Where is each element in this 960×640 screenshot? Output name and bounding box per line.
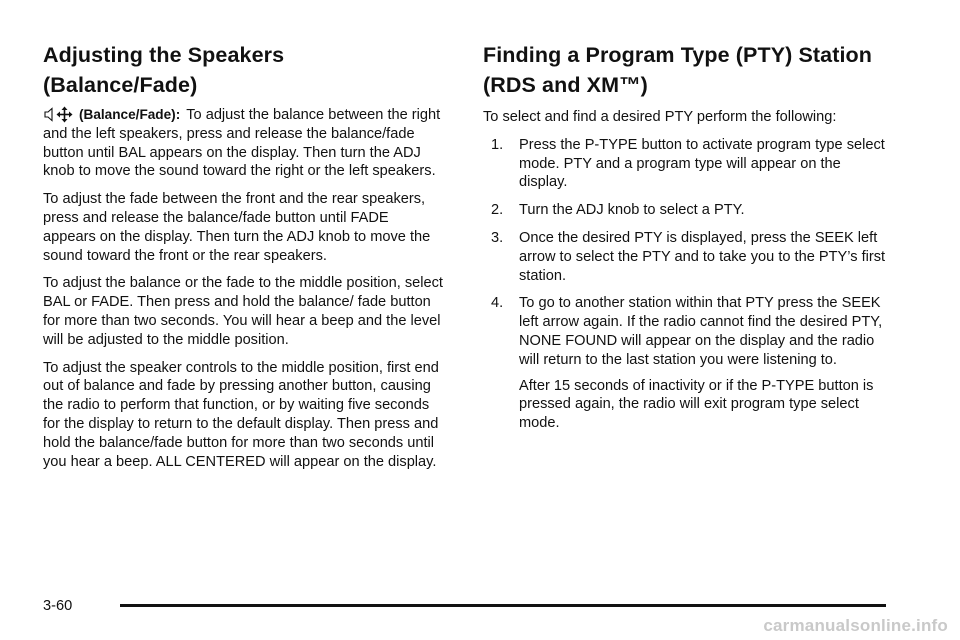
pty-steps-list xyxy=(483,136,888,370)
pty-intro: To select and find a desired PTY perform the following: xyxy=(483,109,837,125)
step-number: 3. xyxy=(491,229,504,246)
pty-step xyxy=(491,136,888,192)
speaker-controls-center-paragraph: To adjust the speaker controls to the middle position, first end out of balance and fade by pressing another button, causing the radio to perform that function, or by waiting five seconds for the display to return to the default display. Then press and hold the balance/fade button for more than two seconds until you hear a beep. ALL CENTERED will appear on the display. xyxy=(43,359,439,470)
step-text: To go to another station within that PTY press the SEEK left arrow again. If the radio cannot find the desired PTY, NONE FOUND will appear on the display and the radio will return to the last station you were listening to. xyxy=(519,295,883,368)
step-text: Once the desired PTY is displayed, press the SEEK left arrow to select the PTY and to take you to the PTY’s first station. xyxy=(519,229,886,284)
balance-fade-lead-text: To adjust the balance between the right and the left speakers, press and release the balance/fade button until BAL appears on the display. Then turn the ADJ knob to move the sound toward the right or the left speakers. xyxy=(43,107,441,180)
page-number: 3-60 xyxy=(43,598,73,614)
fade-paragraph: To adjust the fade between the front and the rear speakers, press and release the balance/fade button until FADE appears on the display. Then turn the ADJ knob to move the sound toward the front or the rear speakers. xyxy=(43,191,431,264)
pty-timeout-note: After 15 seconds of inactivity or if the P-TYPE button is pressed again, the radio will exit program type select mode. xyxy=(519,377,874,432)
balance-fade-term: (Balance/Fade): xyxy=(79,107,181,122)
pty-step xyxy=(491,229,888,285)
middle-position-paragraph: To adjust the balance or the fade to the middle position, select BAL or FADE. Then press and hold the balance/ fade button for more than two seconds. You will hear a beep and the level will be adjusted to the middle position. xyxy=(43,275,443,348)
pty-step xyxy=(491,201,888,220)
balance-fade-lead-paragraph xyxy=(43,106,443,181)
pty-step xyxy=(491,294,888,369)
section-heading-pty-station: Finding a Program Type (PTY) Station (RDS and XM™) xyxy=(483,43,873,97)
left-column xyxy=(43,40,443,480)
footer-divider xyxy=(120,604,886,607)
four-way-arrow-icon xyxy=(56,106,73,123)
right-column xyxy=(483,40,888,433)
balance-fade-icons xyxy=(43,106,73,123)
section-heading-balance-fade: Adjusting the Speakers (Balance/Fade) xyxy=(43,43,285,97)
watermark-text: carmanualsonline.info xyxy=(763,616,948,635)
step-number: 1. xyxy=(491,136,504,153)
step-text: Turn the ADJ knob to select a PTY. xyxy=(519,202,745,219)
step-text: Press the P-TYPE button to activate program type select mode. PTY and a program type will appear on the display. xyxy=(519,136,885,191)
step-number: 2. xyxy=(491,202,504,219)
speaker-icon xyxy=(43,107,54,122)
step-number: 4. xyxy=(491,295,504,312)
